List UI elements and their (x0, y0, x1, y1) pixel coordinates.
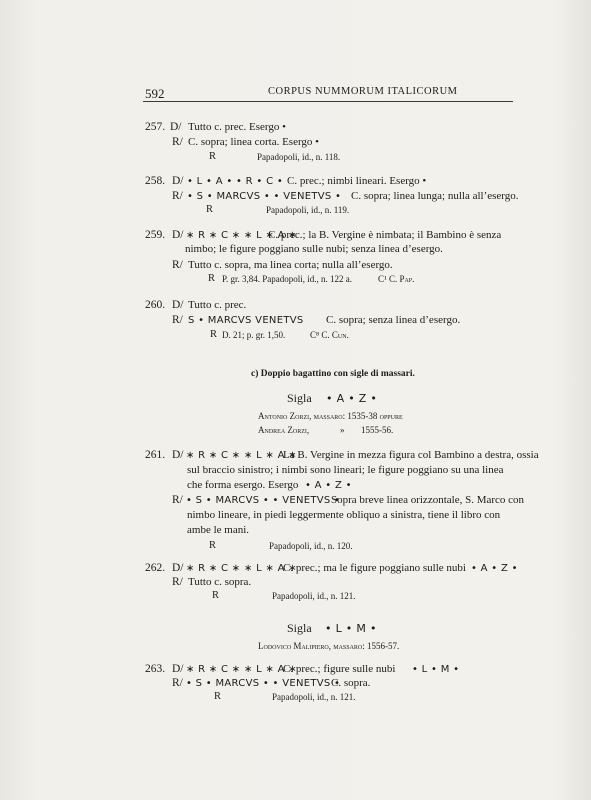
obverse-legend: ∗ R ∗ C ∗ ∗ L ∗ A ∗ (186, 450, 297, 461)
reverse-mark: R/ (172, 136, 183, 148)
obverse-description-cont: che forma esergo. Esergo (187, 479, 299, 491)
rarity-mark: R (209, 540, 217, 551)
obverse-description: Tutto c. prec. Esergo • (188, 121, 286, 133)
reverse-description: Sopra breve linea orizzontale, S. Marco con (331, 494, 525, 506)
reverse-mark: R/ (172, 677, 183, 689)
section-heading: c) Doppio bagattino con sigle di massari. (251, 369, 415, 379)
entry-number: 263. (145, 663, 166, 675)
obverse-legend: ∗ R ∗ C ∗ ∗ L ∗ A ∗ (186, 563, 297, 574)
reverse-description: Tutto c. sopra. (188, 576, 252, 588)
entry-number: 258. (145, 175, 166, 187)
reverse-legend: S • MARCVS VENETVS (188, 315, 304, 326)
sigla-legend: • L • M • (325, 622, 377, 635)
obverse-legend-end: • A • Z • (471, 563, 518, 574)
rarity-mark: R (210, 329, 218, 340)
obverse-mark: D/ (172, 562, 184, 574)
reverse-legend: • S • MARCVS • • VENETVS • (186, 678, 341, 689)
obverse-description: C. prec.; figure sulle nubi (283, 663, 396, 675)
sigla-legend: • A • Z • (326, 392, 378, 405)
entry-number: 260. (145, 299, 166, 311)
page-number: 592 (145, 86, 165, 101)
reverse-mark: R/ (172, 259, 183, 271)
rarity-mark: R (209, 151, 217, 162)
obverse-mark: D/ (172, 299, 184, 311)
reverse-description-cont: nimbo lineare, in piedi leggermente obliquo a sinistra, tiene il libro con (187, 509, 501, 521)
massaro-name: Andrea Zorzi, (258, 425, 310, 435)
obverse-mark: D/ (172, 229, 184, 241)
obverse-mark: D/ (172, 663, 184, 675)
massaro-line: Antonio Zorzi, massaro: 1535-38 oppure (258, 411, 403, 421)
reference: Papadopoli, id., n. 121. (272, 591, 356, 601)
collection: C¹ C. Pap. (378, 274, 415, 284)
reference: D. 21; p. gr. 1,50. (222, 330, 286, 340)
obverse-mark: D/ (172, 175, 184, 187)
obverse-description: Tutto c. prec. (188, 299, 247, 311)
reference: Papadopoli, id., n. 120. (269, 541, 353, 551)
reverse-legend: • S • MARCVS • • VENETVS • (187, 191, 342, 202)
collection: C⁸ C. Cun. (310, 330, 349, 340)
sigla-label: Sigla (287, 621, 312, 635)
obverse-description-cont: sul braccio sinistro; i nimbi sono lineari; le figure poggiano su una linea (187, 464, 504, 476)
obverse-description: C. prec.; nimbi lineari. Esergo • (287, 175, 427, 187)
obverse-description: La B. Vergine in mezza figura col Bambino a destra, ossia (283, 449, 539, 461)
obverse-legend-end: • L • M • (412, 664, 460, 675)
reverse-description: C. sopra; linea corta. Esergo • (188, 136, 320, 148)
reverse-description-cont: ambe le mani. (187, 524, 250, 536)
obverse-description: C. prec.; la B. Vergine è nimbata; il Bambino è senza (268, 229, 502, 241)
reverse-mark: R/ (172, 576, 183, 588)
obverse-description: C. prec.; ma le figure poggiano sulle nubi (283, 562, 466, 574)
rarity-mark: R (212, 590, 220, 601)
obverse-mark: D/ (170, 121, 182, 133)
entry-number: 262. (145, 562, 166, 574)
rarity-mark: R (206, 204, 214, 215)
rarity-mark: R (208, 273, 216, 284)
obverse-description-cont: nimbo; le figure poggiano sulle nubi; senza linea d’esergo. (185, 243, 443, 255)
reference: P. gr. 3,84. Papadopoli, id., n. 122 a. (222, 274, 352, 284)
obverse-legend: ∗ R ∗ C ∗ ∗ L ∗ A ∗ (186, 664, 297, 675)
rarity-mark: R (214, 691, 222, 702)
ditto-mark: » (340, 425, 345, 435)
header-rule (143, 101, 513, 102)
reference: Papadopoli, id., n. 121. (272, 692, 356, 702)
reverse-description: C. sopra; senza linea d’esergo. (326, 314, 461, 326)
sigla-label: Sigla (287, 391, 312, 405)
reverse-description: C. sopra; linea lunga; nulla all’esergo. (351, 190, 519, 202)
entry-number: 261. (145, 449, 166, 461)
massaro-years: 1555-56. (361, 425, 394, 435)
obverse-legend: ∗ R ∗ C ∗ ∗ L ∗ A ∗ (186, 230, 297, 241)
massaro-line: Lodovico Malipiero, massaro: 1556-57. (258, 641, 400, 651)
reverse-legend: • S • MARCVS • • VENETVS • (186, 495, 341, 506)
reverse-description: C. sopra. (331, 677, 371, 689)
running-title: CORPUS NUMMORUM ITALICORUM (268, 86, 458, 97)
reverse-mark: R/ (172, 494, 183, 506)
entry-number: 259. (145, 229, 166, 241)
reverse-description: Tutto c. sopra, ma linea corta; nulla all’esergo. (188, 259, 393, 271)
obverse-legend: • L • A • • R • C • (187, 176, 284, 187)
reverse-mark: R/ (172, 190, 183, 202)
reference: Papadopoli, id., n. 119. (266, 205, 350, 215)
entry-number: 257. (145, 121, 166, 133)
exergue-legend: • A • Z • (305, 480, 352, 491)
reverse-mark: R/ (172, 314, 183, 326)
reference: Papadopoli, id., n. 118. (257, 152, 341, 162)
obverse-mark: D/ (172, 449, 184, 461)
